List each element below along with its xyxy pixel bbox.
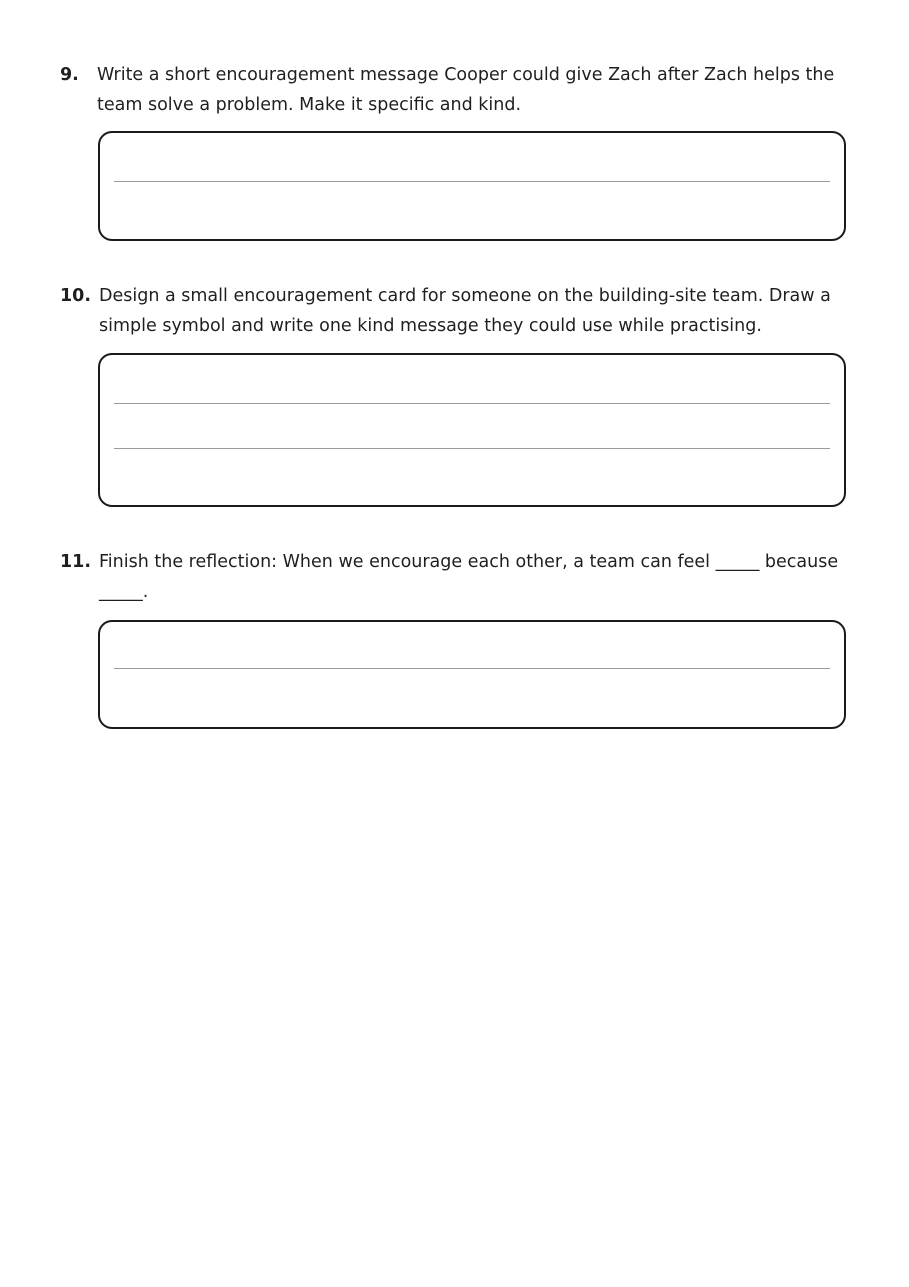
answer-box-question-9[interactable] [98, 131, 846, 241]
question-10-prompt [60, 281, 850, 341]
question-number: 11. [60, 552, 92, 572]
question-9 [60, 60, 850, 120]
question-text: Finish the reflection: When we encourage each other, a team can feel _____ because _____. [99, 552, 839, 602]
question-11 [60, 547, 850, 607]
question-number: 10. [60, 286, 92, 306]
question-10 [60, 281, 850, 341]
writing-line [114, 181, 830, 182]
answer-box-question-11[interactable] [98, 620, 846, 729]
answer-box-question-10[interactable] [98, 353, 846, 507]
question-text: Write a short encouragement message Cooper could give Zach after Zach helps the team solve a problem. Make it specific and kind. [97, 65, 835, 115]
writing-line [114, 403, 830, 404]
question-number: 9. [60, 65, 79, 85]
writing-line [114, 668, 830, 669]
question-9-prompt [60, 60, 850, 120]
question-text: Design a small encouragement card for someone on the building-site team. Draw a simple symbol and write one kind message they could use while practising. [99, 286, 831, 336]
writing-line [114, 448, 830, 449]
question-11-prompt [60, 547, 850, 607]
